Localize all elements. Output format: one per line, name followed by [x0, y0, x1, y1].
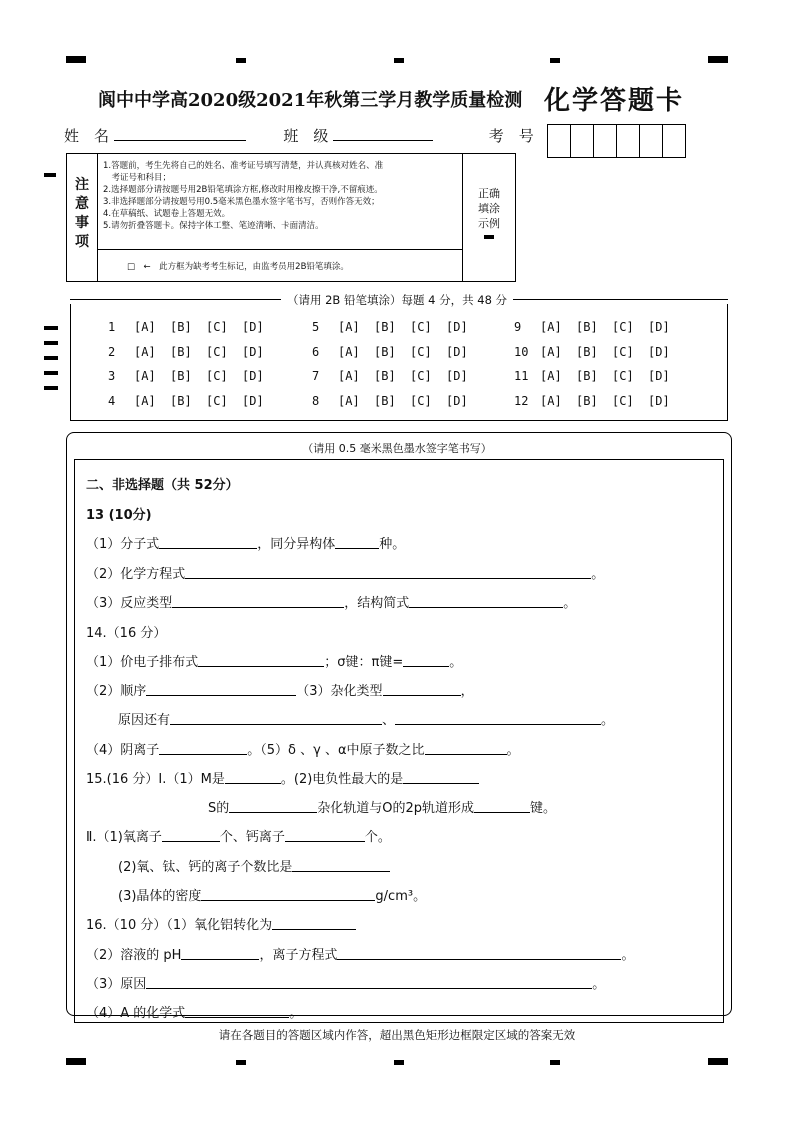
label: ，离子方程式 — [259, 948, 338, 963]
exam-no-label: 考 号 — [488, 127, 534, 145]
option-a[interactable]: [A] — [540, 393, 562, 408]
label: 。 — [563, 596, 577, 611]
question-number: 3 — [108, 369, 116, 383]
exam-title: 阆中中学高2020级2021年秋第三学月教学质量检测 — [98, 90, 523, 111]
option-c[interactable]: [C] — [612, 344, 634, 359]
answer-blank[interactable] — [185, 566, 591, 579]
question-number: 12 — [514, 393, 529, 408]
option-a[interactable]: [A] — [134, 393, 156, 408]
side-mark — [44, 173, 56, 177]
answer-blank[interactable] — [425, 742, 507, 755]
choice-row[interactable] — [108, 320, 278, 345]
label: （2）化学方程式 — [86, 567, 186, 582]
label: (2)氧、钛、钙的离子个数比是 — [118, 860, 293, 875]
q15-part1 — [86, 768, 479, 787]
option-c[interactable]: [C] — [612, 393, 634, 408]
registration-mark — [236, 58, 246, 63]
question-number: 8 — [312, 393, 320, 408]
choice-row[interactable] — [108, 394, 278, 419]
label: （3）反应类型 — [86, 596, 173, 611]
class-field[interactable] — [333, 126, 433, 141]
sample-label: 填涂 — [478, 202, 500, 215]
q14-part3 — [118, 709, 614, 728]
notice-head-char: 事 — [75, 215, 89, 231]
answer-header: （请用 0.5 毫米黑色墨水签字笔书写） — [302, 442, 492, 455]
question-number: 6 — [312, 344, 320, 359]
option-d[interactable]: [D] — [648, 344, 670, 359]
option-b[interactable]: [B] — [576, 344, 598, 359]
question-number: 7 — [312, 369, 320, 383]
answer-blank[interactable] — [272, 917, 356, 930]
option-a[interactable]: [A] — [134, 369, 156, 383]
answer-blank[interactable] — [403, 771, 479, 784]
label: 种。 — [379, 537, 406, 552]
label: 个、钙离子 — [219, 830, 285, 845]
exam-no-box[interactable] — [639, 124, 663, 158]
choice-row[interactable] — [312, 369, 482, 394]
question-number: 11 — [514, 369, 529, 383]
option-c[interactable]: [C] — [206, 393, 228, 408]
exam-no-box[interactable] — [593, 124, 617, 158]
label: （1）分子式 — [86, 537, 160, 552]
notice-item: 2.选择题部分请按题号用2B铅笔填涂方框,修改时用橡皮擦干净,不留痕迹。 — [103, 185, 383, 195]
label: （3）杂化类型 — [296, 684, 383, 699]
option-a[interactable]: [A] — [338, 369, 360, 383]
choice-row[interactable] — [514, 394, 684, 419]
q14-label: 14.（16 分） — [86, 626, 167, 641]
option-c[interactable]: [C] — [206, 344, 228, 359]
option-d[interactable]: [D] — [242, 369, 264, 383]
q16-part1 — [86, 914, 356, 933]
registration-mark — [394, 1060, 404, 1065]
choice-row[interactable] — [312, 320, 482, 345]
answer-blank[interactable] — [162, 829, 220, 842]
choice-column — [108, 320, 278, 418]
option-b[interactable]: [B] — [576, 320, 598, 334]
answer-blank[interactable] — [181, 947, 259, 960]
answer-blank[interactable] — [395, 712, 601, 725]
label: S的 — [208, 801, 230, 816]
label: 、 — [382, 713, 396, 728]
option-a[interactable]: [A] — [134, 320, 156, 334]
question-number: 2 — [108, 344, 116, 359]
option-d[interactable]: [D] — [446, 320, 468, 334]
q16-part4 — [86, 1002, 302, 1021]
label: （2）顺序 — [86, 684, 147, 699]
label: 。 — [601, 713, 615, 728]
registration-mark — [550, 58, 560, 63]
q13-part3 — [86, 592, 576, 611]
label: 。 — [506, 743, 520, 758]
option-a[interactable]: [A] — [540, 320, 562, 334]
registration-mark — [236, 1060, 246, 1065]
side-mark — [44, 356, 58, 360]
answer-blank[interactable] — [285, 829, 365, 842]
option-a[interactable]: [A] — [338, 344, 360, 359]
label: 键。 — [530, 801, 557, 816]
fill-sample — [465, 186, 513, 239]
notice-head-char: 意 — [75, 196, 89, 212]
notice-box — [66, 153, 516, 282]
answer-blank[interactable] — [292, 859, 390, 872]
registration-mark — [708, 1058, 728, 1065]
answer-blank[interactable] — [403, 654, 449, 667]
answer-blank[interactable] — [170, 712, 382, 725]
option-d[interactable]: [D] — [242, 344, 264, 359]
choice-row[interactable] — [108, 345, 278, 370]
answer-blank[interactable] — [198, 654, 324, 667]
exam-no-box[interactable] — [570, 124, 594, 158]
option-b[interactable]: [B] — [576, 393, 598, 408]
answer-blank[interactable] — [159, 742, 247, 755]
notice-item: 4.在草稿纸、试题卷上答题无效。 — [103, 209, 231, 219]
answer-blank[interactable] — [409, 595, 563, 608]
filled-bubble-sample — [484, 235, 494, 239]
question-number: 9 — [514, 320, 522, 334]
registration-mark — [394, 58, 404, 63]
notice-item: 考证号和科目； — [103, 173, 172, 183]
option-d[interactable]: [D] — [648, 369, 670, 383]
label: 。 — [591, 567, 605, 582]
notice-item: 5.请勿折叠答题卡。保持字体工整、笔迹清晰、卡面清洁。 — [103, 221, 324, 231]
answer-blank[interactable] — [146, 683, 296, 696]
choice-row[interactable] — [514, 320, 684, 345]
option-d[interactable]: [D] — [446, 369, 468, 383]
choice-row[interactable] — [312, 345, 482, 370]
question-number: 10 — [514, 344, 529, 359]
exam-no-box[interactable] — [662, 124, 686, 158]
label: 。（5）δ 、γ 、α中原子数之比 — [247, 743, 425, 758]
option-b[interactable]: [B] — [374, 344, 396, 359]
exam-no-box[interactable] — [547, 124, 571, 158]
answer-blank[interactable] — [146, 976, 592, 989]
answer-blank[interactable] — [229, 800, 317, 813]
q16-part3 — [86, 973, 605, 992]
option-d[interactable]: [D] — [446, 393, 468, 408]
notice-head-char: 项 — [75, 234, 89, 250]
q16-part2 — [86, 944, 634, 963]
notice-items — [97, 154, 463, 250]
option-d[interactable]: [D] — [648, 393, 670, 408]
label: (3)晶体的密度 — [118, 889, 202, 904]
label: （4）阴离子 — [86, 743, 160, 758]
side-mark — [44, 386, 58, 390]
q13-part1 — [86, 533, 405, 552]
label: （1）价电子排布式 — [86, 655, 199, 670]
side-mark — [44, 326, 58, 330]
label: 。(2)电负性最大的是 — [280, 772, 404, 787]
choice-row[interactable] — [514, 345, 684, 370]
choice-title-text: （请用 2B 铅笔填涂）每题 4 分，共 48 分 — [281, 293, 513, 307]
option-d[interactable]: [D] — [446, 344, 468, 359]
option-c[interactable]: [C] — [410, 393, 432, 408]
answer-blank[interactable] — [383, 683, 461, 696]
option-a[interactable]: [A] — [338, 393, 360, 408]
sample-label: 正确 — [478, 187, 500, 200]
label: 杂化轨道与O的2p轨道形成 — [317, 801, 475, 816]
answer-blank[interactable] — [225, 771, 281, 784]
student-info-row — [64, 125, 534, 146]
label: 个。 — [364, 830, 391, 845]
class-label: 班 级 — [283, 127, 329, 145]
label: g/cm³。 — [375, 889, 427, 904]
answer-blank[interactable] — [172, 595, 344, 608]
answer-blank[interactable] — [474, 800, 530, 813]
option-c[interactable]: [C] — [612, 369, 634, 383]
label: 。 — [621, 948, 635, 963]
label: 。 — [289, 1006, 303, 1021]
option-c[interactable]: [C] — [206, 320, 228, 334]
option-a[interactable]: [A] — [540, 344, 562, 359]
section-title — [86, 474, 239, 493]
footer-note: 请在各题目的答题区域内作答，超出黑色矩形边框限定区域的答案无效 — [218, 1028, 576, 1042]
sample-label: 示例 — [478, 217, 500, 230]
label: ， — [460, 684, 474, 699]
answer-blank[interactable] — [159, 536, 257, 549]
section-title-text: 二、非选择题（共 52分） — [86, 478, 239, 493]
label: Ⅱ.（1)氧离子 — [86, 830, 162, 845]
option-b[interactable]: [B] — [374, 369, 396, 383]
label: 。 — [449, 655, 463, 670]
choice-column — [514, 320, 684, 418]
q15-part2-3 — [118, 885, 426, 904]
label: 原因还有 — [118, 713, 171, 728]
q14-part1 — [86, 651, 462, 670]
option-c[interactable]: [C] — [206, 369, 228, 383]
option-a[interactable]: [A] — [540, 369, 562, 383]
option-b[interactable]: [B] — [374, 320, 396, 334]
registration-mark — [708, 56, 728, 63]
q14-part4 — [86, 739, 520, 758]
registration-mark — [550, 1060, 560, 1065]
choice-column — [312, 320, 482, 418]
option-d[interactable]: [D] — [242, 393, 264, 408]
option-c[interactable]: [C] — [612, 320, 634, 334]
option-d[interactable]: [D] — [242, 320, 264, 334]
choice-row[interactable] — [312, 394, 482, 419]
answer-blank[interactable] — [337, 947, 621, 960]
question-number: 1 — [108, 320, 116, 334]
side-mark — [44, 341, 58, 345]
choice-row[interactable] — [514, 369, 684, 394]
option-d[interactable]: [D] — [648, 320, 670, 334]
label: （4）A 的化学式 — [86, 1006, 186, 1021]
choice-row[interactable] — [108, 369, 278, 394]
option-b[interactable]: [B] — [374, 393, 396, 408]
name-label: 姓 名 — [64, 127, 110, 145]
option-c[interactable]: [C] — [410, 369, 432, 383]
notice-head-char: 注 — [75, 177, 89, 193]
label: 15.(16 分）Ⅰ.（1）M是 — [86, 772, 225, 787]
answer-blank[interactable] — [185, 1005, 289, 1018]
option-c[interactable]: [C] — [410, 320, 432, 334]
q15-part2-2 — [118, 856, 390, 875]
label: 16.（10 分）（1）氧化铝转化为 — [86, 918, 273, 933]
label: ；σ键：π键= — [324, 655, 404, 670]
label: ，结构简式 — [344, 596, 410, 611]
q13-title — [86, 504, 152, 523]
option-b[interactable]: [B] — [170, 320, 192, 334]
answer-blank[interactable] — [335, 536, 379, 549]
q13-part2 — [86, 563, 604, 582]
option-b[interactable]: [B] — [576, 369, 598, 383]
q14-title — [86, 622, 166, 641]
exam-no-boxes[interactable] — [548, 124, 686, 158]
notice-item: 3.非选择题部分请按题号用0.5毫米黑色墨水签字笔书写，否则作答无效； — [103, 197, 380, 207]
notice-item: 1.答题前，考生先将自己的姓名、准考证号填写清楚，并认真核对姓名、准 — [103, 161, 384, 171]
option-c[interactable]: [C] — [410, 344, 432, 359]
option-b[interactable]: [B] — [170, 369, 192, 383]
label: （2）溶液的 pH — [86, 948, 182, 963]
side-mark — [44, 371, 58, 375]
q13-label: 13 (10分) — [86, 508, 152, 523]
option-a[interactable]: [A] — [134, 344, 156, 359]
label: （3）原因 — [86, 977, 147, 992]
option-a[interactable]: [A] — [338, 320, 360, 334]
option-b[interactable]: [B] — [170, 344, 192, 359]
name-field[interactable] — [114, 126, 246, 141]
label: ，同分异构体 — [257, 537, 336, 552]
exam-no-box[interactable] — [616, 124, 640, 158]
notice-heading — [67, 154, 98, 281]
registration-mark — [66, 56, 86, 63]
question-number: 5 — [312, 320, 320, 334]
q15-part2 — [86, 826, 391, 845]
question-number: 4 — [108, 393, 116, 408]
q15-part1-cont — [208, 797, 556, 816]
option-b[interactable]: [B] — [170, 393, 192, 408]
absent-mark-note[interactable]: □ ← 此方框为缺考考生标记，由监考员用2B铅笔填涂。 — [97, 250, 463, 281]
label: 。 — [592, 977, 606, 992]
q14-part2 — [86, 680, 474, 699]
subject-title: 化学答题卡 — [544, 86, 685, 116]
answer-blank[interactable] — [201, 888, 375, 901]
registration-mark — [66, 1058, 86, 1065]
